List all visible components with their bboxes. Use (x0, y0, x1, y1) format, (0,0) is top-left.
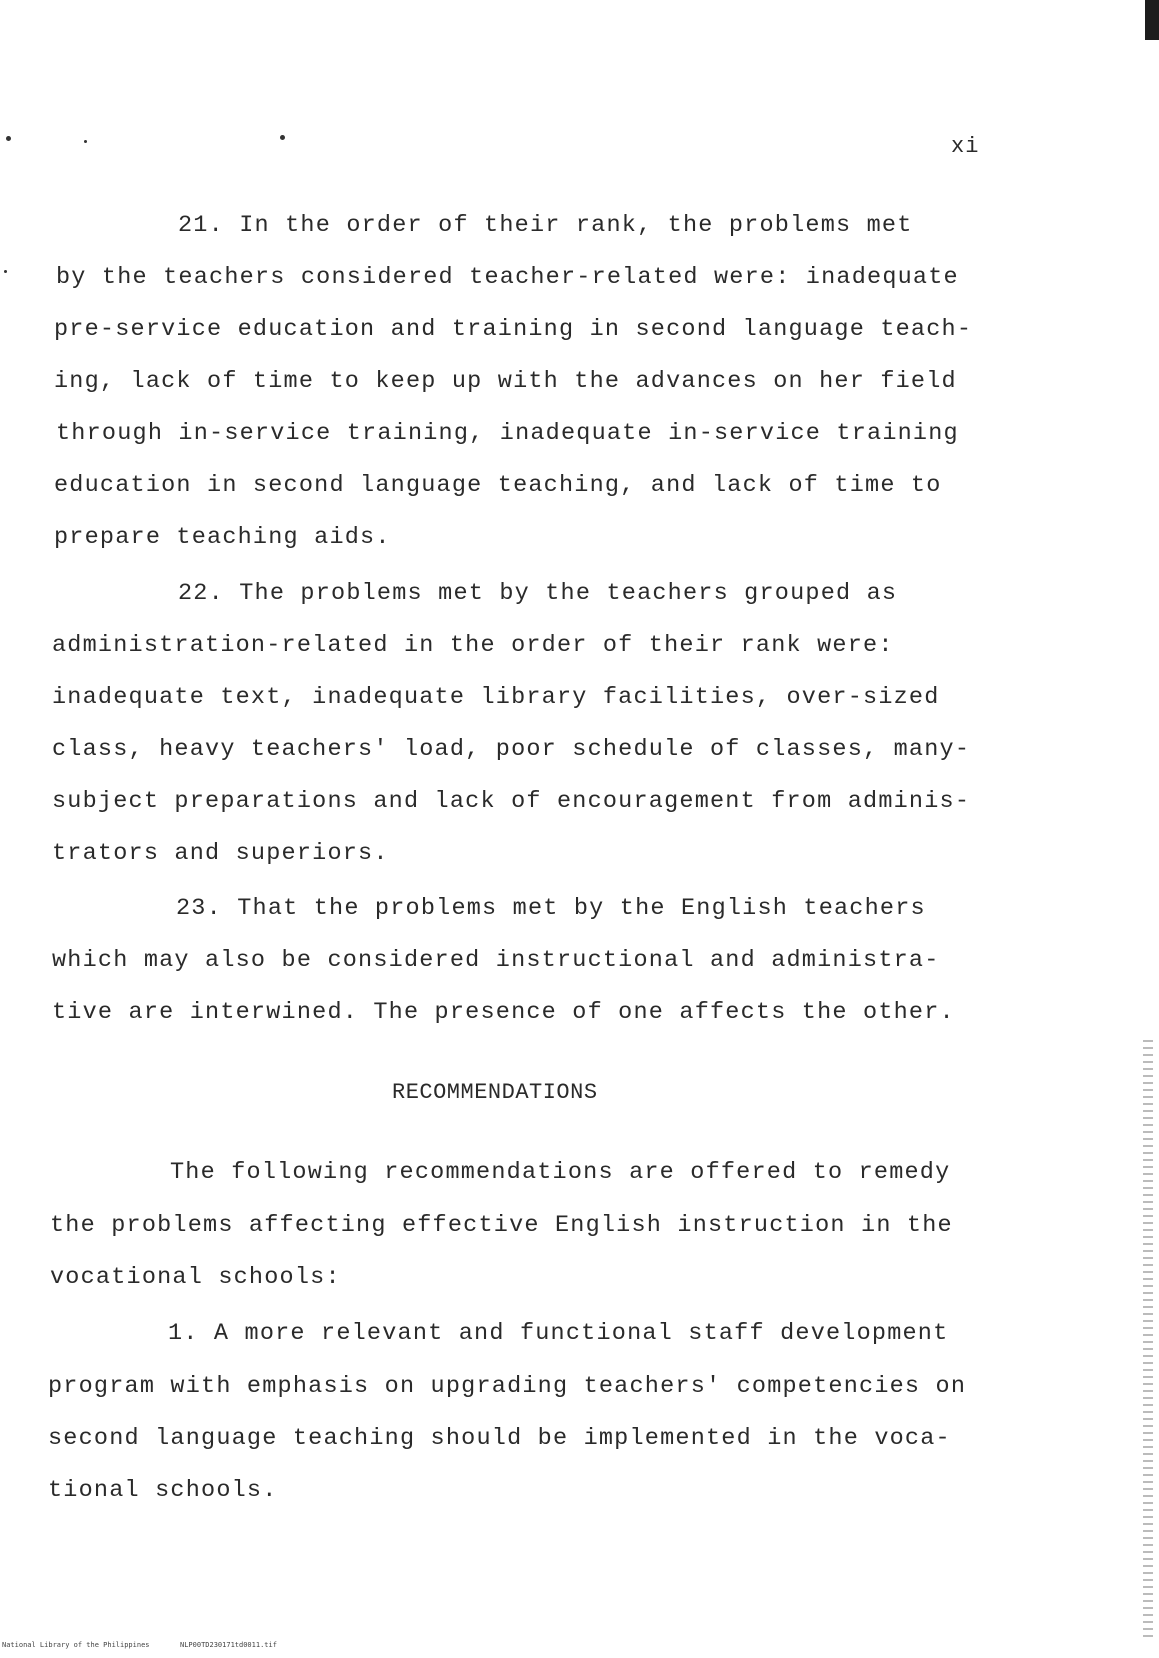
paragraph-22-line-3: inadequate text, inadequate library facilities, over-sized (52, 684, 940, 711)
recommendations-intro-line-2: the problems affecting effective English instruction in the (50, 1212, 953, 1239)
paragraph-22-line-1: 22. The problems met by the teachers grouped as (178, 580, 898, 607)
paragraph-22-line-2: administration-related in the order of their rank were: (52, 632, 894, 659)
paragraph-22-line-6: trators and superiors. (52, 840, 389, 867)
footer-library-name: National Library of the Philippines (2, 1641, 150, 1649)
paragraph-21-line-4: ing, lack of time to keep up with the advances on her field (54, 368, 957, 395)
paragraph-23-line-1: 23. That the problems met by the English teachers (176, 895, 926, 922)
scan-edge-mark (1145, 0, 1159, 40)
paragraph-21-line-7: prepare teaching aids. (54, 524, 391, 551)
recommendation-1-line-4: tional schools. (48, 1477, 278, 1504)
scan-speck (280, 135, 285, 140)
paragraph-21-line-6: education in second language teaching, and lack of time to (54, 472, 942, 499)
scan-speck (4, 270, 7, 273)
paragraph-23-line-2: which may also be considered instructional and administra- (52, 947, 940, 974)
recommendations-intro-line-1: The following recommendations are offered to remedy (170, 1159, 951, 1186)
footer-file-id: NLP00TD230171td0011.tif (180, 1641, 277, 1649)
scan-speck (6, 136, 11, 141)
paragraph-21-line-1: 21. In the order of their rank, the problems met (178, 212, 913, 239)
paragraph-21-line-2: by the teachers considered teacher-related were: inadequate (56, 264, 959, 291)
paragraph-21-line-5: through in-service training, inadequate in-service training (56, 420, 959, 447)
paragraph-22-line-4: class, heavy teachers' load, poor schedule of classes, many- (52, 736, 971, 763)
recommendation-1-line-1: 1. A more relevant and functional staff development (168, 1320, 949, 1347)
paragraph-22-line-5: subject preparations and lack of encouragement from adminis- (52, 788, 971, 815)
page-number: xi (951, 134, 980, 159)
scan-speck (84, 140, 87, 143)
scan-edge-noise (1143, 1040, 1153, 1640)
recommendation-1-line-2: program with emphasis on upgrading teachers' competencies on (48, 1373, 967, 1400)
section-heading: RECOMMENDATIONS (392, 1080, 598, 1105)
paragraph-21-line-3: pre-service education and training in second language teach- (54, 316, 973, 343)
recommendations-intro-line-3: vocational schools: (50, 1264, 341, 1291)
recommendation-1-line-3: second language teaching should be implemented in the voca- (48, 1425, 951, 1452)
paragraph-23-line-3: tive are interwined. The presence of one affects the other. (52, 999, 955, 1026)
